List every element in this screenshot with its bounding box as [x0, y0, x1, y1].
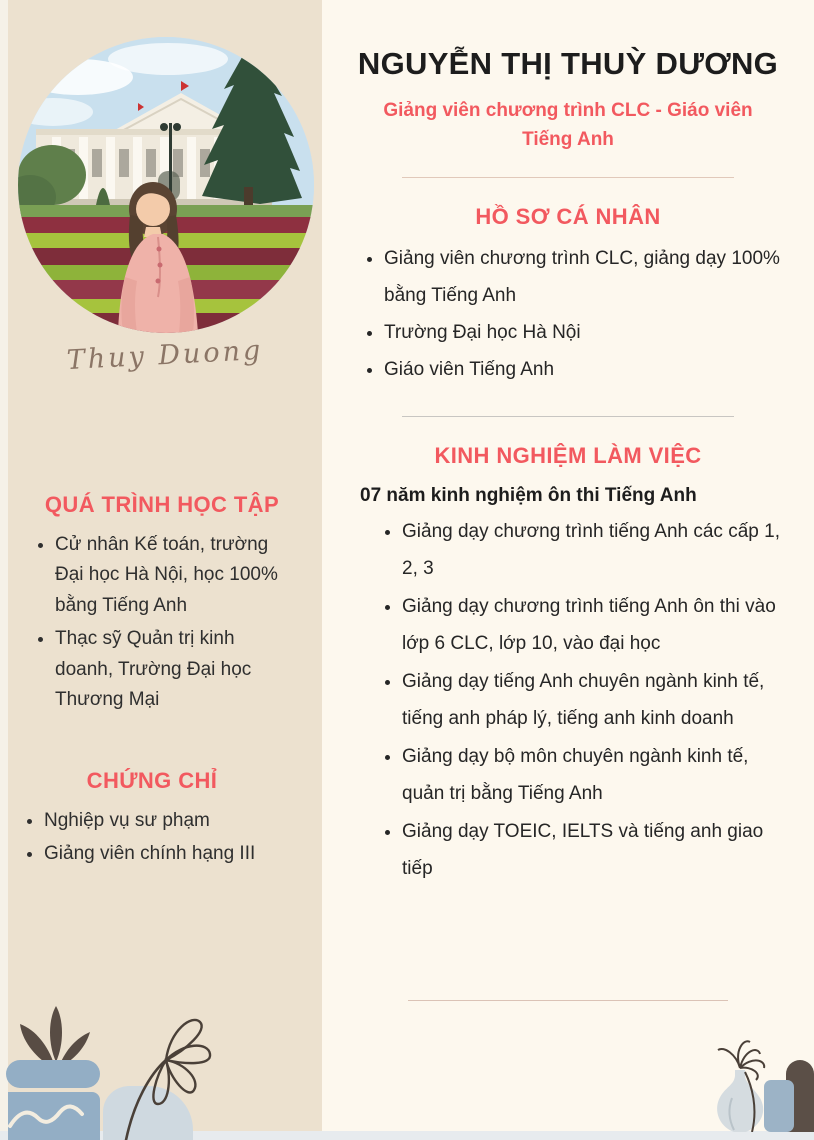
section-education — [30, 492, 294, 718]
experience-list — [322, 513, 814, 887]
list-item: • Giảng viên chính hạng III — [44, 839, 290, 869]
experience-title: KINH NGHIỆM LÀM VIỆC — [434, 443, 702, 469]
experience-lead: 07 năm kinh nghiệm ôn thi Tiếng Anh — [360, 485, 697, 507]
education-title: QUÁ TRÌNH HỌC TẬP — [44, 492, 280, 517]
list-item: • Trường Đại học Hà Nội — [384, 314, 786, 351]
main-column — [322, 0, 814, 1140]
list-item: • Giảng dạy tiếng Anh chuyên ngành kinh tế, tiếng anh pháp lý, tiếng anh kinh doanh — [402, 663, 788, 737]
list-item: • Giảng dạy TOEIC, IELTS và tiếng anh giao tiếp — [402, 813, 788, 887]
divider — [408, 1000, 728, 1001]
list-item: • Thạc sỹ Quản trị kinh doanh, Trường Đại học Thương Mại — [55, 624, 294, 715]
page-title: NGUYỄN THỊ THUỲ DƯƠNG — [357, 46, 779, 81]
signature: Thuy Duong — [66, 334, 264, 377]
page-left-edge — [0, 0, 8, 1140]
line-flower-illustration — [108, 1012, 220, 1140]
list-item: • Nghiệp vụ sư phạm — [44, 806, 290, 836]
profile-list — [322, 240, 814, 388]
job-subtitle: Giảng viên chương trình CLC - Giáo viên Tiếng Anh — [383, 100, 753, 151]
certificates-title: CHỨNG CHỈ — [86, 768, 218, 793]
divider — [402, 177, 734, 178]
potted-plant-illustration — [6, 998, 106, 1140]
list-item: • Giáo viên Tiếng Anh — [384, 351, 786, 388]
vase-illustration — [682, 1038, 814, 1132]
certificates-list — [14, 806, 290, 870]
education-list — [30, 530, 294, 715]
divider — [402, 416, 734, 417]
list-item: • Giảng viên chương trình CLC, giảng dạy 100% bằng Tiếng Anh — [384, 240, 786, 314]
list-item: • Cử nhân Kế toán, trường Đại học Hà Nội, học 100% bằng Tiếng Anh — [55, 530, 294, 621]
list-item: • Giảng dạy bộ môn chuyên ngành kinh tế, quản trị bằng Tiếng Anh — [402, 738, 788, 812]
profile-photo — [18, 37, 314, 333]
profile-photo-scene — [18, 37, 314, 333]
section-certificates — [14, 768, 290, 873]
list-item: • Giảng dạy chương trình tiếng Anh các cấp 1, 2, 3 — [402, 513, 788, 587]
list-item: • Giảng dạy chương trình tiếng Anh ôn thi vào lớp 6 CLC, lớp 10, vào đại học — [402, 588, 788, 662]
profile-title: HỒ SƠ CÁ NHÂN — [475, 203, 661, 229]
